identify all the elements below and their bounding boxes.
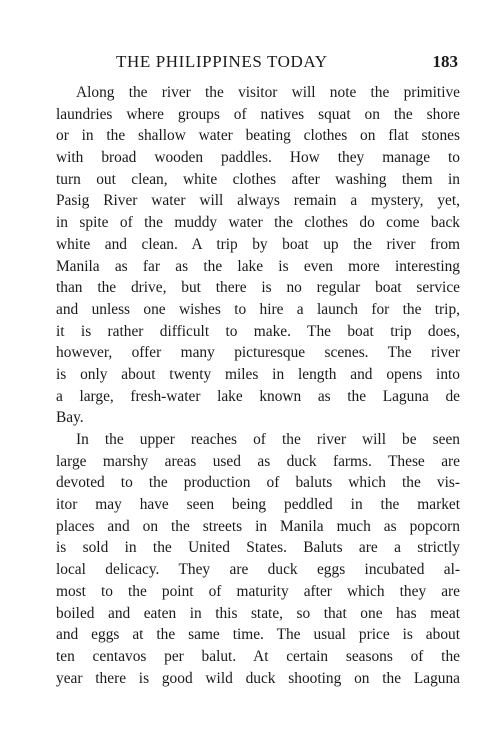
text-line: or in the shallow water beating clothes on flat stones [56, 127, 460, 145]
text-line: with broad wooden paddles. How they manage to [56, 149, 460, 167]
text-line: boiled and eaten in this state, so that one has meat [56, 604, 460, 622]
text-line: in spite of the muddy water the clothes do come back [56, 214, 460, 232]
text-line: a large, fresh-water lake known as the Laguna de [56, 387, 460, 405]
text-line: however, offer many picturesque scenes. The river [56, 344, 460, 362]
text-line: it is rather difficult to make. The boat trip does, [56, 322, 460, 340]
text-line: than the drive, but there is no regular boat service [56, 279, 460, 297]
text-line: devoted to the production of baluts which the vis- [56, 474, 460, 492]
paragraph-2 [56, 429, 460, 689]
page-header [58, 52, 458, 74]
text-line: itor may have seen being peddled in the market [56, 496, 460, 514]
text-line: white and clean. A trip by boat up the river from [56, 235, 460, 253]
text-line: ten centavos per balut. At certain seasons of the [56, 647, 460, 665]
text-line: Bay. [56, 409, 84, 427]
text-line: Pasig River water will always remain a mystery, yet, [56, 192, 460, 210]
text-line: is only about twenty miles in length and opens into [56, 365, 460, 383]
text-line: laundries where groups of natives squat on the shore [56, 105, 460, 123]
text-line: places and on the streets in Manila much as popcorn [56, 517, 460, 535]
text-line: large marshy areas used as duck farms. These are [56, 452, 460, 470]
text-line: most to the point of maturity after which they are [56, 582, 460, 600]
text-line: Manila as far as the lake is even more interesting [56, 257, 460, 275]
body-text [56, 82, 460, 689]
text-line: In the upper reaches of the river will be seen [76, 431, 460, 448]
text-line: and unless one wishes to hire a launch for the trip, [56, 300, 460, 318]
page-number: 183 [432, 52, 458, 71]
text-line: year there is good wild duck shooting on the Laguna [56, 669, 460, 687]
text-line: and eggs at the same time. The usual price is about [56, 626, 460, 644]
paragraph-1 [56, 82, 460, 429]
text-line: local delicacy. They are duck eggs incubated al- [56, 561, 460, 579]
text-line: Along the river the visitor will note the primitive [76, 84, 460, 101]
text-line: is sold in the United States. Baluts are a strictly [56, 539, 460, 557]
text-line: turn out clean, white clothes after washing them in [56, 170, 460, 188]
running-title: THE PHILIPPINES TODAY [116, 52, 328, 71]
